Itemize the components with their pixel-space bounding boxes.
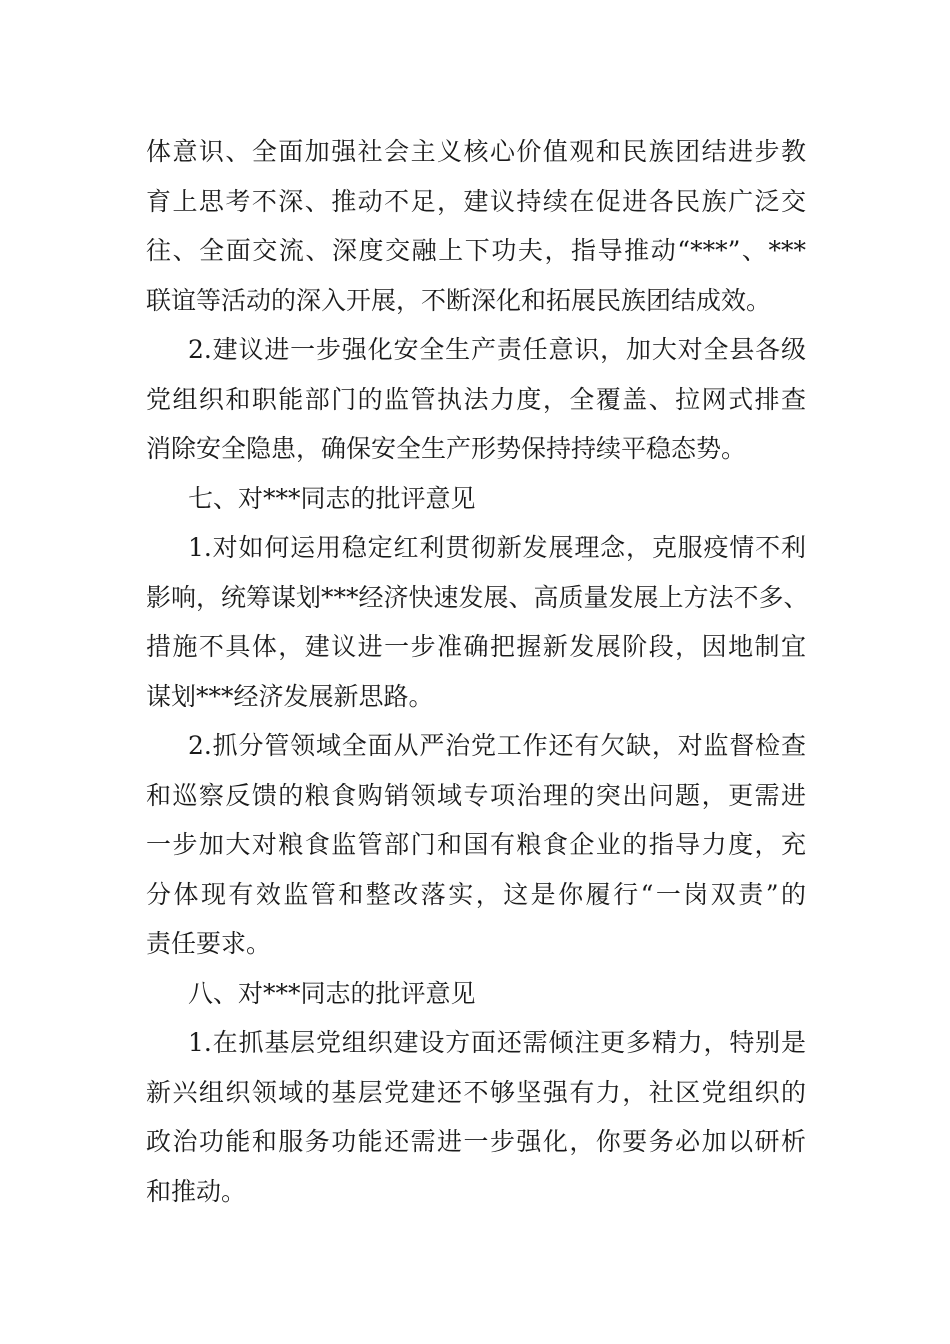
text-line: 1.在抓基层党组织建设方面还需倾注更多精力，特别是 bbox=[188, 1028, 806, 1057]
text-line: 分体现有效监管和整改落实，这是你履行“一岗双责”的 bbox=[146, 879, 806, 909]
paragraph bbox=[146, 127, 806, 325]
text-line: 和巡察反馈的粮食购销领域专项治理的突出问题，更需进 bbox=[146, 780, 806, 810]
text-line: 和推动。 bbox=[146, 1176, 247, 1206]
text-line: 育上思考不深、推动不足，建议持续在促进各民族广泛交 bbox=[146, 186, 806, 216]
section-heading bbox=[146, 969, 806, 1019]
text-line: 责任要求。 bbox=[146, 929, 272, 958]
text-line: 往、全面交流、深度交融上下功夫，指导推动“***”、*** bbox=[146, 236, 806, 265]
text-line: 政治功能和服务功能还需进一步强化，你要务必加以研析 bbox=[146, 1127, 806, 1156]
document-body bbox=[146, 127, 809, 1216]
text-line: 联谊等活动的深入开展，不断深化和拓展民族团结成效。 bbox=[146, 285, 772, 315]
text-line: 体意识、全面加强社会主义核心价值观和民族团结进步教 bbox=[146, 137, 806, 166]
text-line: 2.建议进一步强化安全生产责任意识，加大对全县各级 bbox=[188, 335, 806, 364]
text-line: 2.抓分管领域全面从严治党工作还有欠缺，对监督检查 bbox=[188, 731, 806, 760]
text-line: 消除安全隐患，确保安全生产形势保持持续平稳态势。 bbox=[146, 434, 747, 463]
paragraph bbox=[146, 1018, 806, 1216]
text-line: 新兴组织领域的基层党建还不够坚强有力，社区党组织的 bbox=[146, 1077, 806, 1107]
text-line: 党组织和职能部门的监管执法力度，全覆盖、拉网式排查 bbox=[146, 384, 806, 414]
paragraph bbox=[146, 721, 806, 969]
text-line: 措施不具体，建议进一步准确把握新发展阶段，因地制宜 bbox=[146, 632, 806, 661]
paragraph bbox=[146, 523, 809, 721]
section-heading bbox=[146, 474, 806, 524]
text-line: 1.对如何运用稳定红利贯彻新发展理念，克服疫情不利 bbox=[188, 533, 806, 562]
section-heading-text: 八、对***同志的批评意见 bbox=[188, 978, 476, 1008]
section-heading-text: 七、对***同志的批评意见 bbox=[188, 483, 476, 513]
text-line: 谋划***经济发展新思路。 bbox=[146, 681, 434, 711]
text-line: 影响，统筹谋划***经济快速发展、高质量发展上方法不多、 bbox=[146, 582, 809, 612]
paragraph bbox=[146, 325, 806, 474]
text-line: 一步加大对粮食监管部门和国有粮食企业的指导力度，充 bbox=[146, 830, 806, 859]
